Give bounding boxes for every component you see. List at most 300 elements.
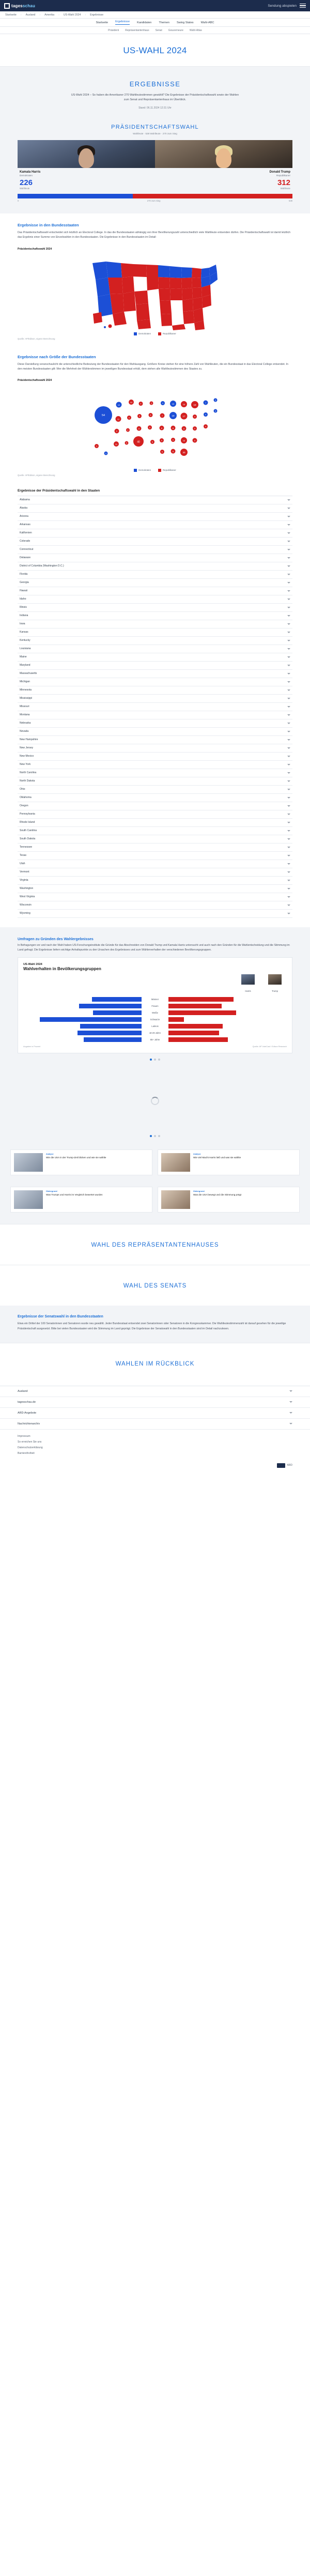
state-row-label: Michigan: [20, 680, 30, 684]
state-row[interactable]: [18, 637, 292, 645]
state-row-label: Alabama: [20, 498, 30, 502]
state-row-label: Kalifornien: [20, 531, 32, 535]
survey-card-title: Wahlverhalten in Bevölkerungsgruppen: [23, 967, 101, 972]
survey-bar-fill-trump: [168, 1010, 236, 1015]
chevron-down-icon: [287, 880, 290, 881]
svg-text:8: 8: [161, 426, 163, 430]
state-row-label: New Mexico: [20, 755, 34, 758]
footer-accordion-label: Ausland: [18, 1389, 28, 1393]
state-map-title: Ergebnisse in den Bundesstaaten: [18, 223, 79, 228]
subnav-item-gouverneure[interactable]: Gouverneure: [168, 28, 183, 32]
bubble-text: Diese Darstellung veranschaulicht die unterschiedliche Bedeutung der Bundesstaaten für den Wahlausgang. Größere Kreise stehen für eine höhere Zahl von Wahlleuten, die ein Bundesstaat in das Electoral College entsendet. In den meisten Bundesstaaten gilt: Wer die Mehrheit der Wählerstimmen im jeweiligen Bundesstaat erhält, dem stehen alle Wahlleutestimmen des Staates zu.: [18, 362, 288, 371]
elector-bar-harris: [18, 194, 133, 198]
carousel-dot[interactable]: [150, 1059, 152, 1061]
teaser-card[interactable]: [158, 1187, 300, 1213]
survey-chart-card[interactable]: [18, 957, 292, 1053]
footer-link[interactable]: Barrierefreiheit: [18, 1451, 35, 1455]
state-row-label: Indiana: [20, 614, 28, 618]
footer-accordion-label: ARD-Angebote: [18, 1411, 37, 1415]
state-row[interactable]: [18, 595, 292, 604]
results-intro-section: [0, 67, 310, 115]
footer-links: [0, 1430, 310, 1458]
chevron-down-icon: [287, 814, 290, 815]
bubble-credit: Quelle: AP/Edison, eigene Berechnung: [18, 473, 55, 477]
state-row[interactable]: [18, 521, 292, 529]
state-row[interactable]: [18, 868, 292, 877]
candidate-electors-label-harris: Wahlleute: [20, 187, 30, 190]
state-row-label: South Dakota: [20, 837, 36, 841]
candidate-party-harris: Demokraten: [20, 174, 33, 177]
state-row[interactable]: [18, 786, 292, 794]
carousel-dot[interactable]: [150, 1135, 152, 1137]
hamburger-icon[interactable]: [300, 4, 306, 8]
breadcrumb-item-3[interactable]: US-Wahl 2024: [63, 13, 81, 17]
subnav-item-wahl-atlas[interactable]: Wahl-Atlas: [189, 28, 202, 32]
chevron-down-icon: [287, 615, 290, 617]
breadcrumb-item-0[interactable]: Startseite: [5, 13, 17, 17]
survey-bar-label: Latinos: [151, 1025, 159, 1028]
sub-nav: [0, 27, 310, 34]
survey-chart-headers: [23, 974, 287, 994]
candidate-card-trump[interactable]: [155, 140, 292, 190]
subnav-item-repraesentantenhaus[interactable]: Repräsentantenhaus: [125, 28, 149, 32]
chevron-down-icon: [287, 565, 290, 567]
state-row-label: Oregon: [20, 804, 28, 808]
state-row-label: Iowa: [20, 622, 25, 626]
teaser-category: Hintergrund: [46, 1190, 57, 1193]
nav-item-wahl-abc[interactable]: Wahl-ABC: [200, 21, 214, 24]
avatar-trump: [268, 974, 282, 985]
states-accordion-title: Ergebnisse der Präsidentschaftswahl in den Staaten: [18, 488, 100, 493]
state-row[interactable]: [18, 844, 292, 852]
survey-card-footer: [23, 1046, 287, 1048]
state-row[interactable]: [18, 893, 292, 901]
footer-accordion-row[interactable]: [0, 1386, 310, 1397]
state-row[interactable]: [18, 604, 292, 612]
state-row-label: West Virginia: [20, 895, 35, 899]
survey-bar-fill-trump: [168, 1004, 222, 1008]
state-row-label: South Carolina: [20, 829, 37, 833]
subnav-item-senat[interactable]: Senat: [155, 28, 162, 32]
chevron-down-icon: [287, 731, 290, 732]
ard-label: ARD: [287, 1464, 292, 1467]
teaser-headline: Was die USA bewegt und die Stimmung prägt: [193, 1193, 242, 1197]
state-row[interactable]: [18, 554, 292, 562]
state-row[interactable]: [18, 529, 292, 538]
bubble-legend: [18, 469, 292, 472]
survey-bar-trump: [168, 1004, 287, 1008]
state-row[interactable]: [18, 587, 292, 595]
chevron-down-icon: [287, 541, 290, 542]
svg-text:5: 5: [139, 415, 140, 418]
survey-bar-fill-trump: [168, 1031, 219, 1035]
svg-text:40: 40: [137, 440, 140, 444]
legend-item-democrats: Demokraten: [134, 469, 151, 472]
state-row-label: Nevada: [20, 730, 29, 733]
house-section-title: WAHL DES REPRÄSENTANTENHAUSES: [91, 1242, 219, 1249]
svg-text:11: 11: [115, 442, 118, 446]
footer-accordion-label: tagesschau.de: [18, 1400, 36, 1404]
state-row[interactable]: [18, 860, 292, 868]
chevron-down-icon: [287, 764, 290, 765]
chevron-down-icon: [287, 656, 290, 658]
candidate-photo-harris: [18, 140, 155, 168]
state-row[interactable]: [18, 653, 292, 662]
survey-header-harris: Harris: [241, 974, 255, 994]
survey-bar-harris: [23, 1010, 142, 1015]
state-row-label: Idaho: [20, 597, 26, 601]
state-row-label: Oklahoma: [20, 796, 32, 800]
state-row[interactable]: [18, 670, 292, 678]
survey-bar-harris: [23, 1037, 142, 1042]
top-bar: [0, 0, 310, 11]
state-row-label: Connecticut: [20, 548, 34, 551]
state-row[interactable]: [18, 504, 292, 513]
loading-placeholder: [0, 1070, 310, 1132]
candidate-name-trump: Donald Trump: [269, 171, 290, 174]
chevron-down-icon: [287, 524, 290, 526]
president-subheading: Wahlleute · 538 Wahlleute · 270 zum Sieg: [133, 132, 177, 135]
state-row[interactable]: [18, 562, 292, 571]
chevron-down-icon: [287, 822, 290, 823]
state-row-label: Virginia: [20, 879, 28, 882]
state-size-section: [0, 345, 310, 482]
state-row-label: Pennsylvania: [20, 812, 35, 816]
nav-item-ergebnisse[interactable]: Ergebnisse: [115, 20, 130, 25]
state-row-label: New Hampshire: [20, 738, 38, 742]
chevron-down-icon: [287, 590, 290, 592]
survey-text: In Befragungen vor und nach der Wahl haben US-Forschungsinstitute die Gründe für das Abschneiden von Donald Trump und Kamala Harris untersucht und auch nach den Gründen für die Wahlentscheidung und die Stimmung im Land gefragt. Die Ergebnisse liefern wichtige Anhaltspunkte zu den Ursachen des Ergebnisses und zum Wählerverhalten der verschiedenen Bevölkerungsgruppen.: [18, 943, 290, 952]
nav-item-themen[interactable]: Themen: [159, 21, 169, 24]
breadcrumb-sep: ›: [58, 13, 59, 17]
legend-item-republicans: Republikaner: [158, 469, 176, 472]
state-row-label: Texas: [20, 854, 27, 857]
svg-text:3: 3: [151, 402, 152, 405]
state-row[interactable]: [18, 753, 292, 761]
state-row[interactable]: [18, 662, 292, 670]
state-row[interactable]: [18, 885, 292, 893]
survey-bar-fill-harris: [79, 1004, 142, 1008]
chevron-down-icon: [287, 838, 290, 840]
state-row-label: Vermont: [20, 870, 29, 874]
candidate-electors-harris: 226: [20, 178, 33, 188]
survey-bar-label: Weiße: [151, 1011, 159, 1015]
teaser-category: Analyse: [46, 1153, 54, 1156]
state-row[interactable]: [18, 571, 292, 579]
state-row-label: Colorado: [20, 540, 30, 543]
chevron-down-icon: [287, 516, 290, 517]
state-row[interactable]: [18, 769, 292, 777]
survey-bar-fill-harris: [92, 997, 142, 1002]
scale-right: 538: [288, 200, 292, 203]
state-row[interactable]: [18, 835, 292, 844]
state-row[interactable]: [18, 678, 292, 686]
chevron-down-icon: [287, 689, 290, 691]
chevron-down-icon: [287, 632, 290, 633]
carousel-dot[interactable]: [154, 1059, 156, 1061]
carousel-dot[interactable]: [154, 1135, 156, 1137]
breadcrumb-item-1[interactable]: Ausland: [25, 13, 36, 17]
survey-bar-harris: [23, 1004, 142, 1008]
state-row-label: Rhode Island: [20, 821, 35, 824]
svg-text:4: 4: [105, 452, 106, 455]
us-map-svg: [18, 253, 292, 330]
survey-bar-row: [23, 1003, 287, 1009]
bubble-title: Ergebnisse nach Größe der Bundesstaaten: [18, 354, 96, 359]
survey-bar-fill-trump: [168, 997, 234, 1002]
chevron-down-icon: [287, 780, 290, 782]
survey-bar-fill-harris: [40, 1017, 142, 1022]
chevron-down-icon: [287, 549, 290, 550]
teaser-row-2: [0, 1187, 310, 1224]
state-row[interactable]: [18, 761, 292, 769]
state-row-label: Massachusetts: [20, 672, 37, 676]
state-row-label: Arizona: [20, 515, 28, 518]
state-row[interactable]: [18, 538, 292, 546]
state-row[interactable]: [18, 802, 292, 810]
footer-link[interactable]: Impressum: [18, 1434, 30, 1438]
map-credit: Quelle: AP/Edison, eigene Berechnung: [18, 337, 55, 340]
main-nav: [0, 19, 310, 27]
svg-text:6: 6: [149, 426, 150, 429]
state-row[interactable]: [18, 513, 292, 521]
svg-text:6: 6: [162, 451, 163, 453]
chevron-down-icon: [287, 723, 290, 724]
svg-text:30: 30: [182, 451, 185, 454]
footer-accordion-row[interactable]: [0, 1419, 310, 1430]
survey-bar-harris: [23, 1031, 142, 1035]
svg-text:5: 5: [126, 442, 127, 444]
subnav-item-praesident[interactable]: Präsident: [108, 28, 119, 32]
candidate-electors-label-trump: Wahlleute: [280, 187, 290, 190]
chevron-down-icon: [287, 830, 290, 832]
logo-mark-icon: [4, 3, 10, 9]
results-intro-text: US-Wahl 2024 – So haben die Amerikaner 270 Wahlleutestimmen gewählt? Die Ergebnisse der Präsidentschaftswahl sowie der Wahlen zum Senat und Repräsentantenhaus im Überblick.: [71, 94, 239, 102]
state-row[interactable]: [18, 736, 292, 744]
svg-text:12: 12: [117, 403, 120, 406]
state-row-label: Delaware: [20, 556, 31, 560]
svg-text:6: 6: [129, 417, 130, 419]
candidate-card-harris[interactable]: [18, 140, 155, 190]
chevron-down-icon: [289, 1412, 292, 1414]
svg-text:54: 54: [101, 413, 105, 417]
survey-bar-row: [23, 1023, 287, 1029]
svg-text:4: 4: [162, 402, 163, 405]
state-row[interactable]: [18, 810, 292, 819]
chevron-down-icon: [287, 698, 290, 699]
survey-source: Quelle: AP VoteCast / Edison Research: [252, 1046, 287, 1048]
svg-text:11: 11: [117, 418, 120, 421]
survey-bar-fill-trump: [168, 1017, 184, 1022]
results-heading: ERGEBNISSE: [129, 80, 181, 88]
svg-text:8: 8: [183, 427, 185, 430]
teaser-card[interactable]: [158, 1149, 300, 1175]
svg-text:19: 19: [193, 403, 196, 406]
nav-item-swing-states[interactable]: Swing States: [176, 21, 194, 24]
state-row[interactable]: [18, 711, 292, 719]
svg-text:10: 10: [130, 401, 133, 404]
state-row[interactable]: [18, 777, 292, 786]
state-row[interactable]: [18, 686, 292, 695]
state-row-label: Missouri: [20, 705, 29, 709]
bubble-group: [95, 398, 218, 456]
state-map-text: Das Präsidentschaftswahl entscheidet sich letztlich an Electoral College. In das die Bundesstaaten abhängig von ihrer Bevölkerungszahl unterschiedlich viele Wahlleute entsenden dürfen. Die Präsidentschaftswahl ist damit letztlich das Ergebnis einer Summe von Einzelwahlen in den Bundesstaaten. Die Ergebnisse in den Bundesstaaten im Detail:: [18, 231, 291, 239]
nav-item-startseite[interactable]: Startseite: [96, 21, 109, 24]
state-row-label: Nebraska: [20, 722, 31, 725]
chevron-down-icon: [289, 1390, 292, 1392]
svg-text:6: 6: [152, 441, 153, 443]
candidate-face-shape: [79, 148, 94, 168]
tagesschau-logo[interactable]: [4, 3, 35, 9]
survey-bar-trump: [168, 1037, 287, 1042]
survey-bar-fill-harris: [80, 1024, 142, 1029]
teaser-headline: Wie die USA in der Trump-Zeit blicken und wie sie wählte: [46, 1156, 106, 1159]
svg-text:7: 7: [205, 401, 207, 404]
teaser-card[interactable]: [10, 1187, 152, 1213]
survey-bar-trump: [168, 997, 287, 1002]
carousel-dot[interactable]: [158, 1135, 160, 1137]
state-row-label: Utah: [20, 862, 25, 866]
survey-bar-label: Männer: [151, 998, 159, 1001]
svg-text:6: 6: [173, 439, 174, 441]
chevron-down-icon: [287, 863, 290, 865]
state-row[interactable]: [18, 827, 292, 835]
carousel-dots[interactable]: [0, 1059, 310, 1061]
teaser-card[interactable]: [10, 1149, 152, 1175]
svg-text:6: 6: [161, 439, 162, 442]
president-result-section: [0, 115, 310, 213]
legend-item-republicans: Republikaner: [158, 332, 176, 335]
chevron-down-icon: [287, 756, 290, 757]
teaser-category: Analyse: [193, 1153, 201, 1156]
retrospect-section: [0, 1343, 310, 1384]
state-row-label: Florida: [20, 573, 28, 576]
state-row[interactable]: [18, 901, 292, 910]
svg-text:8: 8: [172, 450, 174, 453]
state-row[interactable]: [18, 728, 292, 736]
svg-text:15: 15: [182, 403, 185, 406]
state-row-label: Wyoming: [20, 912, 30, 915]
legend-swatch-blue: [134, 332, 137, 335]
candidate-party-trump: Republikaner: [276, 174, 290, 177]
footer-accordion-label: Nachrichtenarchiv: [18, 1422, 40, 1425]
svg-text:19: 19: [172, 414, 175, 417]
state-row-label: Illinois: [20, 606, 27, 609]
survey-bar-trump: [168, 1031, 287, 1035]
state-row-label: District of Columbia (Washington D.C.): [20, 564, 64, 568]
teaser-headline: Wie viel Macht Harris ließ und was sie wählte: [193, 1156, 241, 1159]
page-title: [0, 34, 310, 67]
chevron-down-icon: [287, 739, 290, 741]
breadcrumb: [0, 11, 310, 19]
us-bubble-map[interactable]: [18, 384, 292, 467]
svg-text:5: 5: [194, 427, 195, 430]
footer-accordion-row[interactable]: [0, 1397, 310, 1408]
state-row-label: Tennessee: [20, 846, 33, 849]
retrospect-section-title: WAHLEN IM RÜCKBLICK: [115, 1360, 195, 1367]
state-row[interactable]: [18, 645, 292, 653]
survey-bar-fill-harris: [93, 1010, 142, 1015]
state-row[interactable]: [18, 579, 292, 587]
state-row[interactable]: [18, 877, 292, 885]
footer-accordion-row[interactable]: [0, 1408, 310, 1419]
state-row[interactable]: [18, 620, 292, 628]
chevron-down-icon: [287, 789, 290, 790]
state-row[interactable]: [18, 852, 292, 860]
page-title-text: US-WAHL 2024: [123, 45, 187, 55]
carousel-dots-secondary[interactable]: [0, 1132, 310, 1144]
state-row-label: Washington: [20, 887, 34, 891]
teaser-thumbnail: [14, 1190, 43, 1209]
carousel-dot[interactable]: [158, 1059, 160, 1061]
state-row-label: Kansas: [20, 631, 28, 634]
state-row[interactable]: [18, 703, 292, 711]
survey-bar-harris: [23, 997, 142, 1002]
states-accordion: [18, 496, 292, 918]
teaser-thumbnail: [161, 1190, 190, 1209]
svg-text:6: 6: [116, 430, 117, 433]
legend-swatch-red: [158, 332, 161, 335]
state-row[interactable]: [18, 546, 292, 554]
state-row[interactable]: [18, 794, 292, 802]
candidate-electors-trump: 312: [277, 178, 290, 188]
state-row-label: Montana: [20, 713, 30, 717]
senate-states-section: [0, 1306, 310, 1342]
ard-logo[interactable]: [277, 1463, 292, 1468]
nav-item-kandidaten[interactable]: Kandidaten: [137, 21, 152, 24]
svg-text:4: 4: [205, 425, 206, 428]
chevron-down-icon: [287, 847, 290, 848]
survey-bar-trump: [168, 1010, 287, 1015]
house-section: [0, 1224, 310, 1265]
senate-states-title: Ergebnisse der Senatswahl in den Bundesstaaten: [18, 1315, 103, 1319]
state-row[interactable]: [18, 719, 292, 728]
breadcrumb-item-2[interactable]: Amerika: [44, 13, 55, 17]
svg-text:10: 10: [172, 402, 175, 405]
play-broadcast-label[interactable]: Sendung abspielen: [268, 4, 297, 8]
chevron-down-icon: [287, 499, 290, 501]
survey-bar-fill-harris: [78, 1031, 142, 1035]
state-row[interactable]: [18, 695, 292, 703]
state-row-label: Georgia: [20, 581, 29, 585]
chevron-down-icon: [287, 508, 290, 509]
state-row[interactable]: [18, 910, 292, 918]
survey-bar-row: [23, 1017, 287, 1022]
breadcrumb-item-4[interactable]: Ergebnisse: [90, 13, 104, 17]
spinner-icon: [151, 1097, 159, 1105]
footer-link[interactable]: So erreichen Sie uns: [18, 1440, 42, 1444]
chevron-down-icon: [287, 640, 290, 641]
state-row[interactable]: [18, 496, 292, 504]
state-row[interactable]: [18, 819, 292, 827]
chevron-down-icon: [287, 607, 290, 608]
state-row[interactable]: [18, 612, 292, 620]
us-choropleth-map[interactable]: [18, 253, 292, 330]
footer-link[interactable]: Datenschutzerklärung: [18, 1446, 43, 1449]
state-row[interactable]: [18, 744, 292, 753]
svg-text:4: 4: [140, 403, 142, 405]
svg-text:8: 8: [138, 427, 140, 430]
president-heading: PRÄSIDENTSCHAFTSWAHL: [111, 124, 199, 131]
survey-bar-label: 18-29 Jahre: [149, 1032, 161, 1035]
survey-bar-row: [23, 1037, 287, 1042]
state-row-label: Alaska: [20, 507, 28, 510]
chevron-down-icon: [287, 904, 290, 906]
state-row[interactable]: [18, 628, 292, 637]
elector-scale: [18, 200, 292, 202]
survey-bar-trump: [168, 1024, 287, 1029]
state-row-label: Ohio: [20, 788, 25, 791]
